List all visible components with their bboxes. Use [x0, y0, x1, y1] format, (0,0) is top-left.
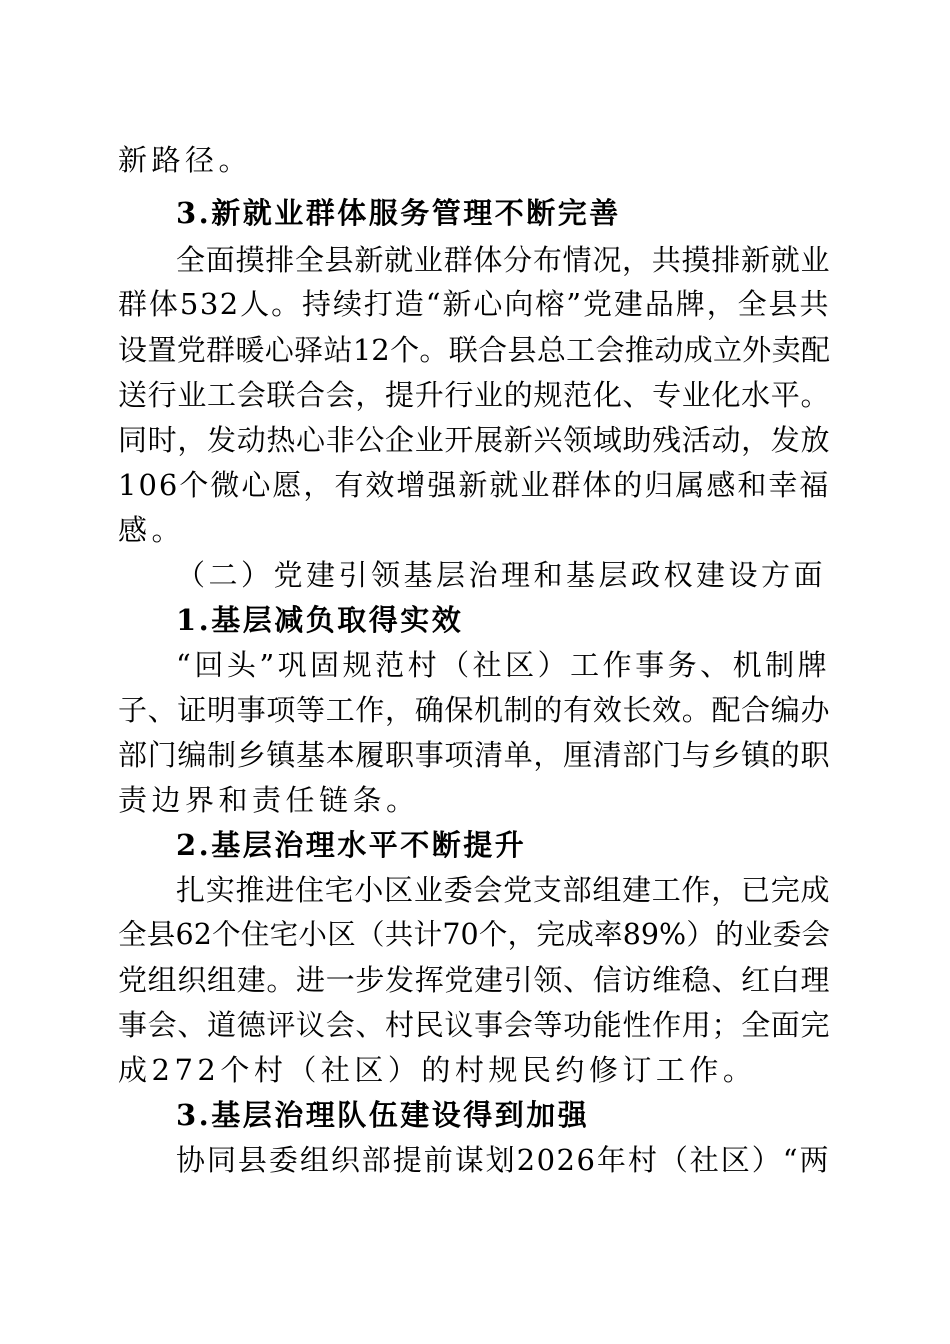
paragraph-line: 感。 [118, 513, 186, 547]
paragraph-line: 部门编制乡镇基本履职事项清单，厘清部门与乡镇的职 [118, 738, 830, 772]
paragraph-line: 事会、道德评议会、村民议事会等功能性作用；全面完 [118, 1008, 830, 1042]
paragraph-line: 同时，发动热心非公企业开展新兴领域助残活动，发放 [118, 423, 830, 457]
section-heading: 2.基层治理水平不断提升 [176, 828, 527, 862]
paragraph-line: 送行业工会联合会，提升行业的规范化、专业化水平。 [118, 378, 830, 412]
paragraph-line: 设置党群暖心驿站12个。联合县总工会推动成立外卖配 [118, 333, 830, 367]
paragraph-line: 106个微心愿，有效增强新就业群体的归属感和幸福 [118, 468, 831, 502]
section-heading: 3.基层治理队伍建设得到加强 [176, 1098, 590, 1132]
section-heading: 3.新就业群体服务管理不断完善 [176, 196, 621, 230]
paragraph-line: 责边界和责任链条。 [118, 783, 420, 817]
paragraph-line: 扎实推进住宅小区业委会党支部组建工作，已完成 [176, 873, 830, 907]
paragraph-line: “回头”巩固规范村（社区）工作事务、机制牌 [176, 648, 831, 682]
paragraph-line: 子、证明事项等工作，确保机制的有效长效。配合编办 [118, 693, 830, 727]
section-heading: （二）党建引领基层治理和基层政权建设方面 [176, 558, 827, 592]
paragraph-line: 群体532人。持续打造“新心向榕”党建品牌，全县共 [118, 287, 830, 321]
paragraph-line: 协同县委组织部提前谋划2026年村（社区）“两 [176, 1143, 830, 1177]
paragraph-line: 党组织组建。进一步发挥党建引领、信访维稳、红白理 [118, 963, 830, 997]
paragraph-line: 成272个村（社区）的村规民约修订工作。 [118, 1053, 757, 1087]
section-heading: 1.基层减负取得实效 [176, 603, 464, 637]
paragraph-line: 全县62个住宅小区（共计70个，完成率89%）的业委会 [118, 918, 830, 951]
paragraph-line: 全面摸排全县新就业群体分布情况，共摸排新就业 [176, 243, 830, 277]
paragraph-line: 新路径。 [118, 143, 253, 177]
